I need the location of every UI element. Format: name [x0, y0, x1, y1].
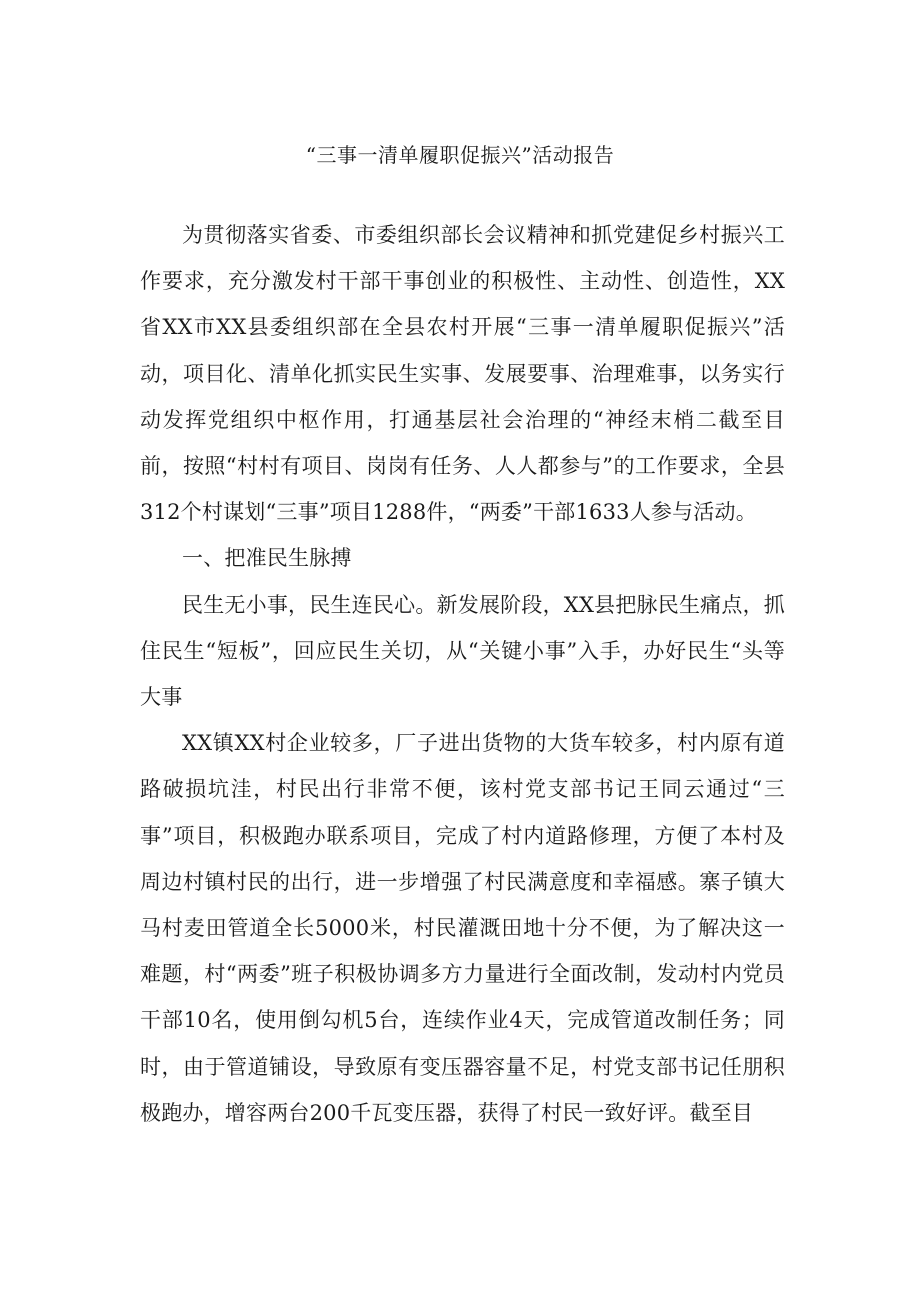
- paragraph-examples: XX镇XX村企业较多，厂子进出货物的大货车较多，村内原有道路破损坑洼，村民出行非常不便，该村党支部书记王同云通过“三事”项目，积极跑办联系项目，完成了村内道路修理，方便了本村及周边村镇村民的出行，进一步增强了村民满意度和幸福感。寨子镇大马村麦田管道全长5000米，村民灌溉田地十分不便，为了解决这一难题，村“两委”班子积极协调多方力量进行全面改制，发动村内党员干部10名，使用倒勾机5台，连续作业4天，完成管道改制任务；同时，由于管道铺设，导致原有变压器容量不足，村党支部书记任朋积极跑办，增容两台200千瓦变压器，获得了村民一致好评。截至目: [140, 731, 785, 1125]
- document-title: “三事一清单履职促振兴”活动报告: [305, 143, 615, 167]
- paragraph-livelihood: 民生无小事，民生连民心。新发展阶段，XX县把脉民生痛点，抓住民生“短板”，回应民生关切，从“关键小事”入手，办好民生“头等大事: [140, 592, 785, 710]
- section-heading-1: 一、把准民生脉搏: [182, 546, 352, 571]
- document-body: [140, 212, 785, 1136]
- paragraph-intro: 为贯彻落实省委、市委组织部长会议精神和抓党建促乡村振兴工作要求，充分激发村干部干事创业的积极性、主动性、创造性，XX省XX市XX县委组织部在全县农村开展“三事一清单履职促振兴”活动，项目化、清单化抓实民生实事、发展要事、治理难事，以务实行动发挥党组织中枢作用，打通基层社会治理的“神经末梢二截至目前，按照“村村有项目、岗岗有任务、人人都参与”的工作要求，全县312个村谋划“三事”项目1288件，“两委”干部1633人参与活动。: [140, 223, 785, 525]
